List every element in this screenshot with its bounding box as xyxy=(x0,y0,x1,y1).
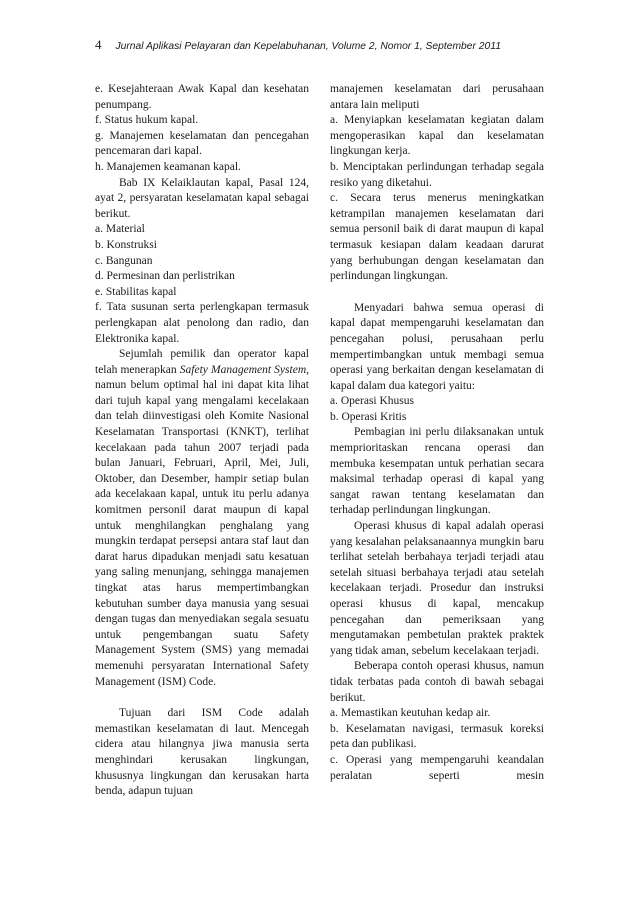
journal-title: Jurnal Aplikasi Pelayaran dan Kepelabuhanan, Volume 2, Nomor 1, September 2011 xyxy=(115,41,501,52)
list-item-operasi-khusus: a. Operasi Khusus xyxy=(330,395,414,408)
paragraph-operasi-khusus: Operasi khusus di kapal adalah operasi yang kesalahan pelaksanaannya mungkin baru terlihat setelah berbahaya terjadi terjadi atau setelah situasi berbahaya terjadi atau setelah kecelakaan terjadi. Prosedur dan instruksi operasi khusus di kapal, mencakup pencegahan dan pemeriksaan yang mengutamakan pembetulan praktek praktek yang tidak aman, sebelum kecelakaan terjadi. xyxy=(330,520,544,657)
paragraph-continued: manajemen keselamatan dari perusahaan antara lain meliputi xyxy=(330,83,544,111)
paragraph-sejumlah xyxy=(95,347,309,690)
list-item-h: h. Manajemen keamanan kapal. xyxy=(95,160,241,173)
paragraph-sejumlah-text-a: Sejumlah pemilik dan operator kapal telah menerapkan xyxy=(95,348,309,376)
list-item-f2: f. Tata susunan serta perlengkapan termasuk perlengkapan alat penolong dan radio, dan Elektronika kapal. xyxy=(95,301,309,345)
right-column xyxy=(330,82,544,784)
list-item-c: c. Secara terus menerus meningkatkan ketrampilan manajemen keselamatan dari semua personil baik di darat maupun di kapal termasuk kesiapan dalam keadaan darurat yang berhubungan dengan keselamatan dan perlindungan lingkungan. xyxy=(330,192,544,283)
list-item-a: a. Menyiapkan keselamatan kegiatan dalam mengoperasikan kapal dan keselamatan lingkungan kerja. xyxy=(330,114,544,158)
list-item-c2: c. Operasi yang mempengaruhi keandalan peralatan seperti mesin xyxy=(330,753,544,782)
list-item-b: b. Menciptakan perlindungan terhadap segala resiko yang diketahui. xyxy=(330,160,544,189)
list-item-b: b. Konstruksi xyxy=(95,238,157,251)
list-item-g: g. Manajemen keselamatan dan pencegahan pencemaran dari kapal. xyxy=(95,129,309,158)
paragraph-tujuan: Tujuan dari ISM Code adalah memastikan keselamatan di laut. Mencegah cidera atau hilangnya jiwa manusia serta menghindari kerusakan lingkungan, khususnya lingkungan dan kerusakan harta benda, adapun tujuan xyxy=(95,707,309,798)
list-item-b2: b. Keselamatan navigasi, termasuk koreksi peta dan publikasi. xyxy=(330,722,544,751)
paragraph-sejumlah-text-b: , namun belum optimal hal ini dapat kita lihat dari tujuh kapal yang mengalami kecelakaan dan telah diinvestigasi oleh Komite Nasional Keselamatan Transportasi (KNKT), terlihat kecelakaan pada tahun 2007 terjadi pada bulan Januari, Februari, April, Mei, Juli, Oktober, dan Desember, hampir setiap bulan ada kecelakaan kapal, untuk itu perlu adanya komitmen personil darat maupun di kapal untuk menghilangkan penghalang yang mungkin terdapat persepsi antara staf laut dan darat harus dipadukan menjadi satu kesatuan yang saling menunjang, sehingga manajemen tingkat atas harus mempertimbangkan kebutuhan sumber daya manusia yang sesuai dengan tugas dan menyediakan segala sesuatu untuk pengembangan suatu Safety Management System (SMS) yang memadai memenuhi persyaratan International Safety Management (ISM) Code. xyxy=(95,363,309,688)
paragraph-pembagian: Pembagian ini perlu dilaksanakan untuk memprioritaskan rencana operasi dan membuka kesempatan untuk perhatian secara maksimal terhadap operasi di kapal yang sangat rawan tentang keselamatan dan terhadap perlindungan lingkungan. xyxy=(330,426,544,517)
list-item-e2: e. Stabilitas kapal xyxy=(95,285,177,298)
list-item-d: d. Permesinan dan perlistrikan xyxy=(95,270,235,283)
running-header xyxy=(95,37,545,55)
paragraph-contoh: Beberapa contoh operasi khusus, namun tidak terbatas pada contoh di bawah sebagai berikut. xyxy=(330,660,544,704)
list-item-f: f. Status hukum kapal. xyxy=(95,114,199,127)
list-item-a2: a. Memastikan keutuhan kedap air. xyxy=(330,707,491,720)
list-item-operasi-kritis: b. Operasi Kritis xyxy=(330,410,407,423)
paragraph-bab-ix: Bab IX Kelaiklautan kapal, Pasal 124, ayat 2, persyaratan keselamatan kapal sebagai berikut. xyxy=(95,176,309,220)
left-column xyxy=(95,82,309,800)
list-item-e: e. Kesejahteraan Awak Kapal dan kesehatan penumpang. xyxy=(95,83,309,111)
list-item-c: c. Bangunan xyxy=(95,254,153,267)
sms-italic-term: Safety Management System xyxy=(179,363,307,376)
page-number: 4 xyxy=(95,37,102,52)
paragraph-menyadari: Menyadari bahwa semua operasi di kapal dapat mempengaruhi keselamatan dan pencegahan polusi, perusahaan perlu mempertimbangkan untuk membagi semua operasi yang berkaitan dengan keselamatan di kapal dalam dua kategori yaitu: xyxy=(330,301,544,392)
list-item-a: a. Material xyxy=(95,223,145,236)
